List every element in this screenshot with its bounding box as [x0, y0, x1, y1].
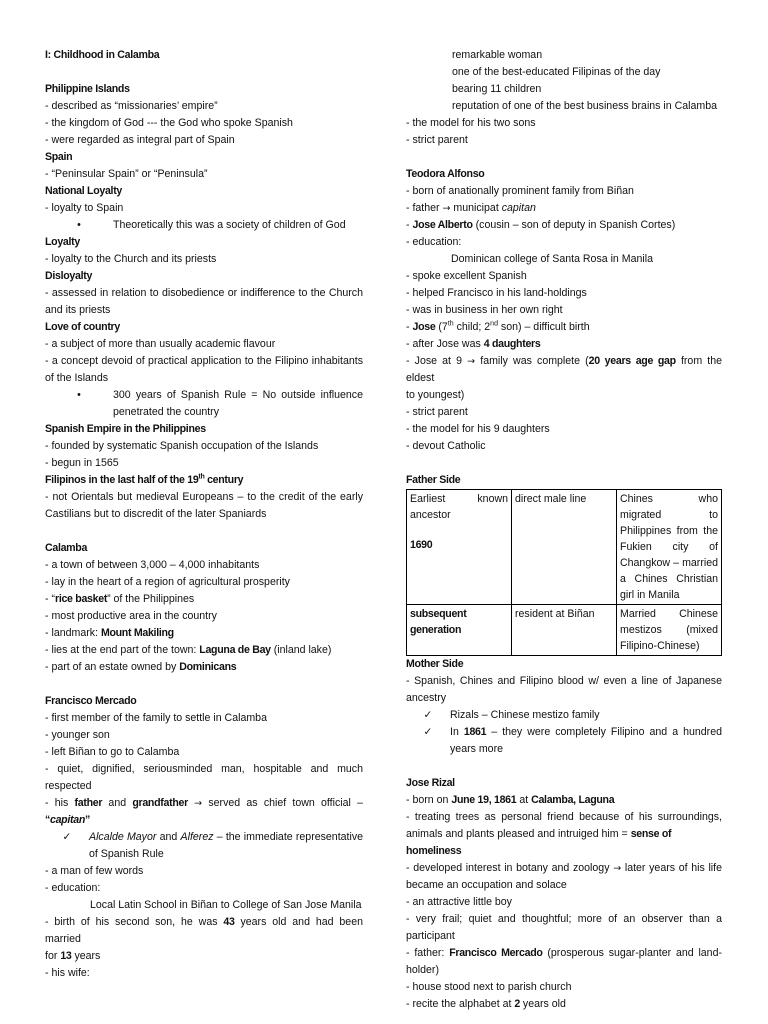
text-line: - strict parent — [406, 406, 468, 418]
text-line: - Jose at 9 → family was complete (20 years age gap from the eldest — [406, 355, 723, 384]
arrow-right-icon: → — [613, 863, 622, 874]
text-line: animals and plants pleased and intruiged him = sense of homeliness — [406, 828, 672, 857]
text-line: - developed interest in botany and zoology → later years of his life — [406, 862, 722, 874]
text-line: respected — [45, 780, 92, 792]
text-line: - Jose Alberto (cousin – son of deputy in Spanish Cortes) — [406, 219, 676, 231]
text-line: - landmark: Mount Makiling — [45, 627, 174, 639]
text-line: - quiet, dignified, seriousminded man, hospitable and much — [45, 763, 363, 775]
text-line: Castilians but to discredit of the later Spaniards — [45, 508, 267, 520]
text-line: “capitan” — [45, 814, 90, 826]
table-cell: Earliest known ancestor 1690 — [407, 490, 512, 605]
text-line: of the Islands — [45, 372, 109, 384]
text-line: - a concept devoid of practical application to the Filipino inhabitants — [45, 355, 363, 367]
text-line: - younger son — [45, 729, 110, 741]
arrow-right-icon: → — [442, 203, 451, 214]
check-icon: ✓ — [423, 709, 433, 721]
text-line: - born of anationally prominent family from Biñan — [406, 185, 634, 197]
text-line: - devout Catholic — [406, 440, 486, 452]
text-line: - part of an estate owned by Dominicans — [45, 661, 237, 673]
right-column — [406, 47, 722, 1013]
heading-calamba: Calamba — [45, 542, 88, 554]
text-line: - treating trees as personal friend because of his surroundings, — [406, 811, 722, 823]
text-line: - lay in the heart of a region of agricultural prosperity — [45, 576, 290, 588]
text-line: remarkable woman — [452, 49, 543, 61]
heading-spanish-empire: Spanish Empire in the Philippines — [45, 423, 206, 435]
text-line: - “Peninsular Spain” or “Peninsula” — [45, 168, 208, 180]
text-line: ancestry — [406, 692, 447, 704]
text-line: - father: Francisco Mercado (prosperous sugar-planter and land- — [406, 947, 722, 959]
text-line: - not Orientals but medieval Europeans – to the credit of the early — [45, 491, 363, 503]
heading-national-loyalty: National Loyalty — [45, 185, 123, 197]
check-item: ✓ Rizals – Chinese mestizo family — [406, 707, 722, 724]
heading-philippine-islands: Philippine Islands — [45, 83, 130, 95]
text-line: became an occupation and solace — [406, 879, 567, 891]
heading-jose-rizal: Jose Rizal — [406, 777, 455, 789]
text-line: - birth of his second son, he was 43 years old and had been married — [45, 916, 363, 945]
bullet-icon: • — [77, 219, 81, 231]
text-line: - house stood next to parish church — [406, 981, 572, 993]
text-line: - born on June 19, 1861 at Calamba, Laguna — [406, 794, 615, 806]
heading-love-of-country: Love of country — [45, 321, 120, 333]
heading-mother-side: Mother Side — [406, 658, 464, 670]
text-line: to youngest) — [406, 389, 465, 401]
text-line: - father → municipat capitan — [406, 202, 536, 214]
arrow-right-icon: → — [194, 798, 203, 809]
text-line: Dominican college of Santa Rosa in Manila — [451, 253, 653, 265]
father-side-table — [406, 489, 722, 656]
table-cell: direct male line — [512, 490, 617, 605]
check-icon: ✓ — [62, 831, 72, 843]
text-line: - helped Francisco in his land-holdings — [406, 287, 587, 299]
bullet-item: • Theoretically this was a society of children of God — [45, 217, 363, 234]
text-line: - most productive area in the country — [45, 610, 217, 622]
heading-disloyalty: Disloyalty — [45, 270, 93, 282]
text-line: - begun in 1565 — [45, 457, 119, 469]
text-line: - spoke excellent Spanish — [406, 270, 527, 282]
text-line: one of the best-educated Filipinas of the day — [452, 66, 661, 78]
text-line: - lies at the end part of the town: Laguna de Bay (inland lake) — [45, 644, 332, 656]
text-line: - his father and grandfather → served as chief town official – — [45, 797, 363, 809]
text-line: - loyalty to Spain — [45, 202, 124, 214]
text-line: - after Jose was 4 daughters — [406, 338, 541, 350]
table-cell: subsequent generation — [407, 605, 512, 656]
text-line: - recite the alphabet at 2 years old — [406, 998, 566, 1010]
table-cell: Chines who migrated to Philippines from the Fukien city of Changkow – married a Chines Christian girl in Manila — [617, 490, 722, 605]
text-line: - a subject of more than usually academic flavour — [45, 338, 276, 350]
heading-father-side: Father Side — [406, 474, 461, 486]
check-item: ✓ In 1861 – they were completely Filipino and a hundred years more — [406, 724, 722, 758]
table-cell: resident at Biñan — [512, 605, 617, 656]
section-title: I: Childhood in Calamba — [45, 49, 160, 61]
text-line: - Jose (7th child; 2nd son) – difficult birth — [406, 320, 590, 333]
text-line: - were regarded as integral part of Spain — [45, 134, 235, 146]
text-line: - education: — [45, 882, 101, 894]
text-line: - assessed in relation to disobedience or indifference to the Church — [45, 287, 363, 299]
text-line: - his wife: — [45, 967, 90, 979]
check-item: ✓ Alcalde Mayor and Alferez – the immediate representative of Spanish Rule — [45, 829, 363, 863]
text-line: - “rice basket” of the Philippines — [45, 593, 195, 605]
text-line: Local Latin School in Biñan to College of San Jose Manila — [90, 899, 362, 911]
heading-spain: Spain — [45, 151, 73, 163]
arrow-right-icon: → — [467, 356, 476, 367]
bullet-icon: • — [77, 389, 81, 401]
table-cell: Married Chinese mestizos (mixed Filipino-Chinese) — [617, 605, 722, 656]
heading-teodora-alfonso: Teodora Alfonso — [406, 168, 485, 180]
text-line: - very frail; quiet and thoughtful; more of an observer than a — [406, 913, 722, 925]
text-line: - a man of few words — [45, 865, 144, 877]
text-line: - strict parent — [406, 134, 468, 146]
table-row — [407, 605, 722, 656]
text-line: - first member of the family to settle in Calamba — [45, 712, 267, 724]
text-line: - Spanish, Chines and Filipino blood w/ even a line of Japanese — [406, 675, 722, 687]
text-line: - the model for his 9 daughters — [406, 423, 550, 435]
text-line: - the model for his two sons — [406, 117, 536, 129]
table-row — [407, 490, 722, 605]
text-line: - was in business in her own right — [406, 304, 563, 316]
text-line: holder) — [406, 964, 439, 976]
text-line: - the kingdom of God --- the God who spoke Spanish — [45, 117, 293, 129]
text-line: for 13 years — [45, 950, 101, 962]
text-line: - loyalty to the Church and its priests — [45, 253, 217, 265]
bullet-item: • 300 years of Spanish Rule = No outside influence penetrated the country — [45, 387, 363, 421]
text-line: and its priests — [45, 304, 111, 316]
heading-francisco-mercado: Francisco Mercado — [45, 695, 137, 707]
text-line: - an attractive little boy — [406, 896, 512, 908]
left-column — [45, 47, 363, 982]
text-line: reputation of one of the best business brains in Calamba — [452, 100, 718, 112]
text-line: - education: — [406, 236, 462, 248]
text-line: - described as “missionaries’ empire” — [45, 100, 218, 112]
text-line: bearing 11 children — [452, 83, 542, 95]
text-line: participant — [406, 930, 455, 942]
text-line: - a town of between 3,000 – 4,000 inhabitants — [45, 559, 260, 571]
heading-filipinos-19th: Filipinos in the last half of the 19th century — [45, 473, 244, 486]
heading-loyalty: Loyalty — [45, 236, 80, 248]
text-line: - left Biñan to go to Calamba — [45, 746, 180, 758]
text-line: - founded by systematic Spanish occupation of the Islands — [45, 440, 319, 452]
check-icon: ✓ — [423, 726, 433, 738]
